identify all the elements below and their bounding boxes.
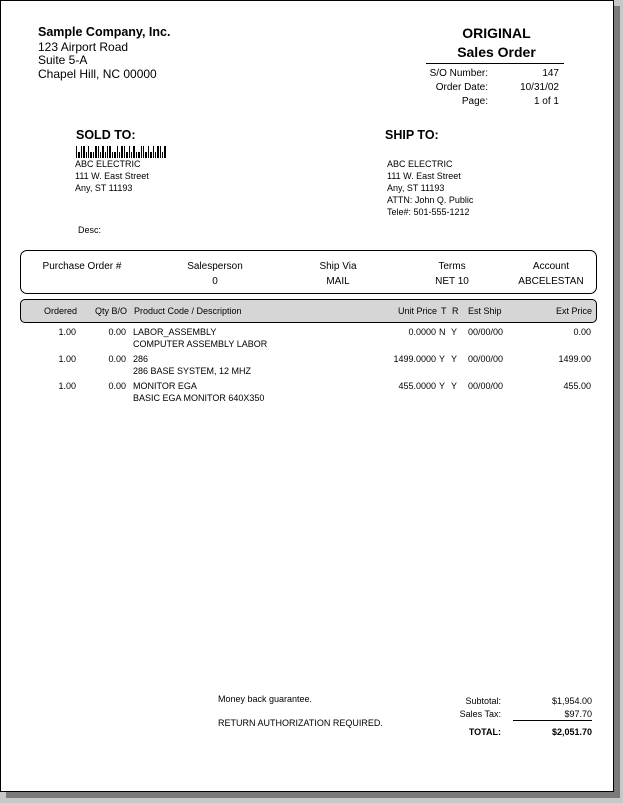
line-product-code: 286 [133,354,149,364]
copy-type: ORIGINAL [462,25,531,41]
desc-label: Desc: [78,225,102,235]
ship-to-heading: SHIP TO: [385,128,439,142]
line-r-flag: Y [451,327,458,337]
sold-to-address: 111 W. East Street [75,171,149,181]
terms-value: NET 10 [435,276,469,287]
line-qty-bo: 0.00 [108,354,126,364]
r-header: R [452,306,459,316]
line-description: 286 BASE SYSTEM, 12 MHZ [133,366,252,376]
total-divider [513,720,592,721]
line-product-code: LABOR_ASSEMBLY [133,327,217,337]
order-date-label: Order Date: [435,82,488,93]
line-ordered: 1.00 [58,381,76,391]
line-product-code: MONITOR EGA [133,381,197,391]
line-unit-price: 0.0000 [408,327,436,337]
ship-to-attn: ATTN: John Q. Public [387,195,474,205]
account-header: Account [532,261,570,272]
po-number-header: Purchase Order # [42,261,122,272]
account-value: ABCELESTAN [518,276,584,287]
est-ship-header: Est Ship [468,306,502,316]
line-ext-price: 455.00 [563,381,591,391]
return-note: RETURN AUTHORIZATION REQUIRED. [218,718,383,728]
ordered-header: Ordered [43,306,77,316]
ext-price-header: Ext Price [555,306,592,316]
line-taxable: Y [439,381,446,391]
line-description: BASIC EGA MONITOR 640X350 [133,393,265,403]
line-ext-price: 0.00 [573,327,591,337]
guarantee-note: Money back guarantee. [218,694,313,704]
unit-price-header: Unit Price [397,306,437,316]
company-address-1: 123 Airport Road [38,40,129,54]
salesperson-header: Salesperson [187,261,243,272]
total-value: $2,051.70 [551,727,592,737]
so-number-value: 147 [542,68,559,79]
terms-header: Terms [438,261,466,272]
title-divider [426,63,564,64]
line-est-ship: 00/00/00 [468,327,504,337]
line-ordered: 1.00 [58,327,76,337]
line-taxable: Y [439,354,446,364]
line-est-ship: 00/00/00 [468,354,504,364]
ship-via-value: MAIL [326,276,350,287]
t-header: T [441,306,447,316]
line-unit-price: 1499.0000 [393,354,436,364]
total-label: TOTAL: [468,727,501,737]
line-qty-bo: 0.00 [108,327,126,337]
page-label: Page: [461,96,488,107]
line-ordered: 1.00 [58,354,76,364]
line-est-ship: 00/00/00 [468,381,504,391]
ship-to-name: ABC ELECTRIC [387,159,453,169]
company-address-2: Suite 5-A [38,53,88,67]
product-header: Product Code / Description [134,306,242,316]
sold-to-city: Any, ST 11193 [75,183,133,193]
subtotal-label: Subtotal: [465,696,501,706]
line-description: COMPUTER ASSEMBLY LABOR [133,339,268,349]
line-qty-bo: 0.00 [108,381,126,391]
company-name: Sample Company, Inc. [38,25,171,39]
sales-tax-value: $97.70 [564,709,592,719]
line-r-flag: Y [451,381,458,391]
line-taxable: N [439,327,446,337]
line-r-flag: Y [451,354,458,364]
line-items-header [20,299,597,323]
ship-via-header: Ship Via [319,261,357,272]
order-info-box [20,250,597,294]
so-number-label: S/O Number: [429,68,488,79]
line-ext-price: 1499.00 [558,354,591,364]
page-value: 1 of 1 [533,96,559,107]
sales-tax-label: Sales Tax: [459,709,501,719]
order-date-value: 10/31/02 [520,82,559,93]
postal-barcode [76,146,186,158]
ship-to-address: 111 W. East Street [387,171,461,181]
ship-to-phone: Tele#: 501-555-1212 [387,207,470,217]
document-title: Sales Order [457,44,536,60]
company-city-state-zip: Chapel Hill, NC 00000 [38,67,157,81]
qty-bo-header: Qty B/O [94,306,127,316]
subtotal-value: $1,954.00 [551,696,592,706]
sold-to-heading: SOLD TO: [76,128,136,142]
line-unit-price: 455.0000 [398,381,436,391]
ship-to-city: Any, ST 11193 [387,183,445,193]
salesperson-value: 0 [212,276,218,287]
sold-to-name: ABC ELECTRIC [75,159,141,169]
